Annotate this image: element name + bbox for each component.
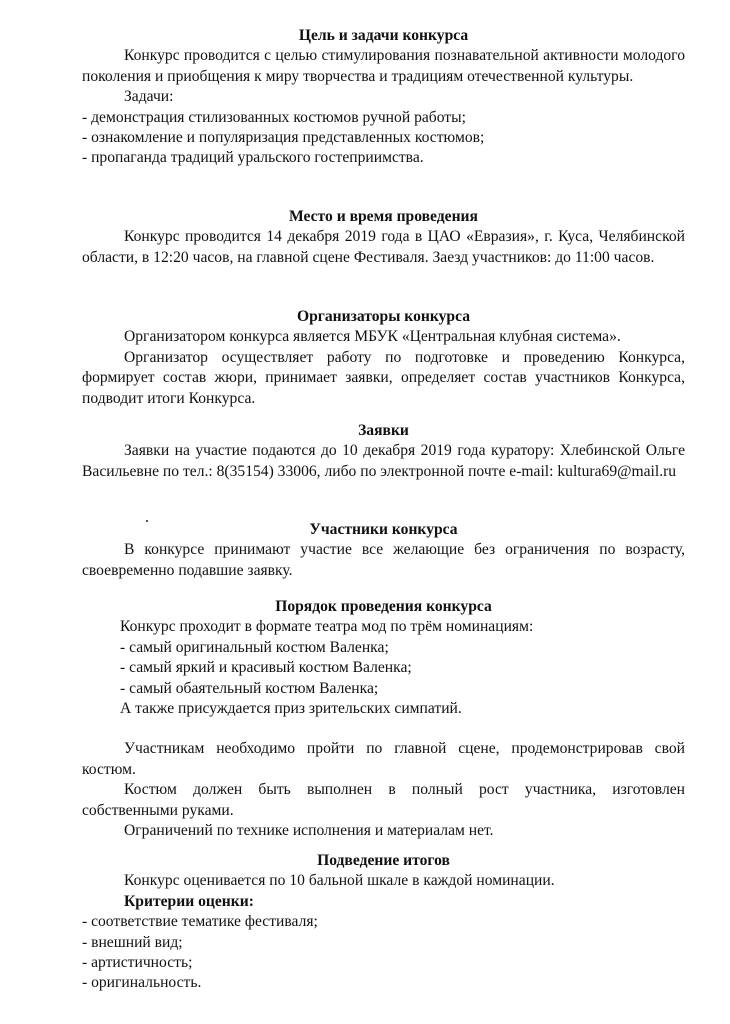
results-intro: Конкурс оценивается по 10 бальной шкале в каждой номинации. <box>124 872 555 890</box>
criteria-item: - оригинальность. <box>82 974 202 992</box>
procedure-p1: Участникам необходимо пройти по главной сцене, продемонстрировав свой костюм. <box>82 740 685 778</box>
section-organizers <box>82 307 685 409</box>
audience-prize: А также присуждается приз зрительских симпатий. <box>120 700 462 718</box>
procedure-p2: Костюм должен быть выполнен в полный рост участника, изготовлен собственными руками. <box>82 781 685 819</box>
section-participants-title: Участники конкурса <box>309 521 458 538</box>
procedure-p3: Ограничений по технике исполнения и материалам нет. <box>124 822 494 840</box>
section-results-title: Подведение итогов <box>317 852 450 869</box>
place-time-text: Конкурс проводится 14 декабря 2019 года в ЦАО «Евразия», г. Куса, Челябинской области, в 12:20 часов, на главной сцене Фестиваля. Заезд участников: до 11:00 часов. <box>82 228 685 266</box>
criteria-item: - соответствие тематике фестиваля; <box>82 913 318 931</box>
nomination-item: - самый обаятельный костюм Валенка; <box>120 679 379 697</box>
task-item: - демонстрация стилизованных костюмов ручной работы; <box>82 108 466 126</box>
task-item: - пропаганда традиций уральского гостеприимства. <box>82 149 424 167</box>
criteria-item: - артистичность; <box>82 954 193 972</box>
section-applications <box>82 421 685 482</box>
criteria-item: - внешний вид; <box>82 933 183 951</box>
section-goals <box>82 26 685 169</box>
organizers-p2: Организатор осуществляет работу по подготовке и проведению Конкурса, формирует состав жюри, принимает заявки, определяет состав участников Конкурса, подводит итоги Конкурса. <box>82 348 685 407</box>
tasks-label: Задачи: <box>124 88 174 106</box>
participants-text: В конкурсе принимают участие все желающие без ограничения по возрасту, своевременно подавшие заявку. <box>82 541 685 579</box>
section-place-time <box>82 207 685 268</box>
section-procedure <box>82 597 685 841</box>
section-place-time-title: Место и время проведения <box>289 208 478 225</box>
nomination-item: - самый яркий и красивый костюм Валенка; <box>120 659 412 677</box>
section-organizers-title: Организаторы конкурса <box>296 308 470 325</box>
task-item: - ознакомление и популяризация представленных костюмов; <box>82 129 485 147</box>
applications-text: Заявки на участие подаются до 10 декабря 2019 года куратору: Хлебинской Ольге Васильевне по тел.: 8(35154) 33006, либо по электронной почте e-mail: kultura69@mail.ru <box>82 442 685 480</box>
section-procedure-title: Порядок проведения конкурса <box>275 598 492 615</box>
section-goals-title: Цель и задачи конкурса <box>298 27 469 44</box>
organizers-p1: Организатором конкурса является МБУК «Центральная клубная система». <box>124 328 621 346</box>
goals-intro: Конкурс проводится с целью стимулирования познавательной активности молодого поколения и приобщения к миру творчества и традициям отечественной культуры. <box>82 47 685 85</box>
criteria-label: Критерии оценки: <box>124 892 254 910</box>
section-applications-title: Заявки <box>358 422 409 439</box>
section-results <box>82 851 685 994</box>
procedure-intro: Конкурс проходит в формате театра мод по трём номинациям: <box>120 618 534 636</box>
section-participants <box>82 520 685 581</box>
nomination-item: - самый оригинальный костюм Валенка; <box>120 638 389 656</box>
